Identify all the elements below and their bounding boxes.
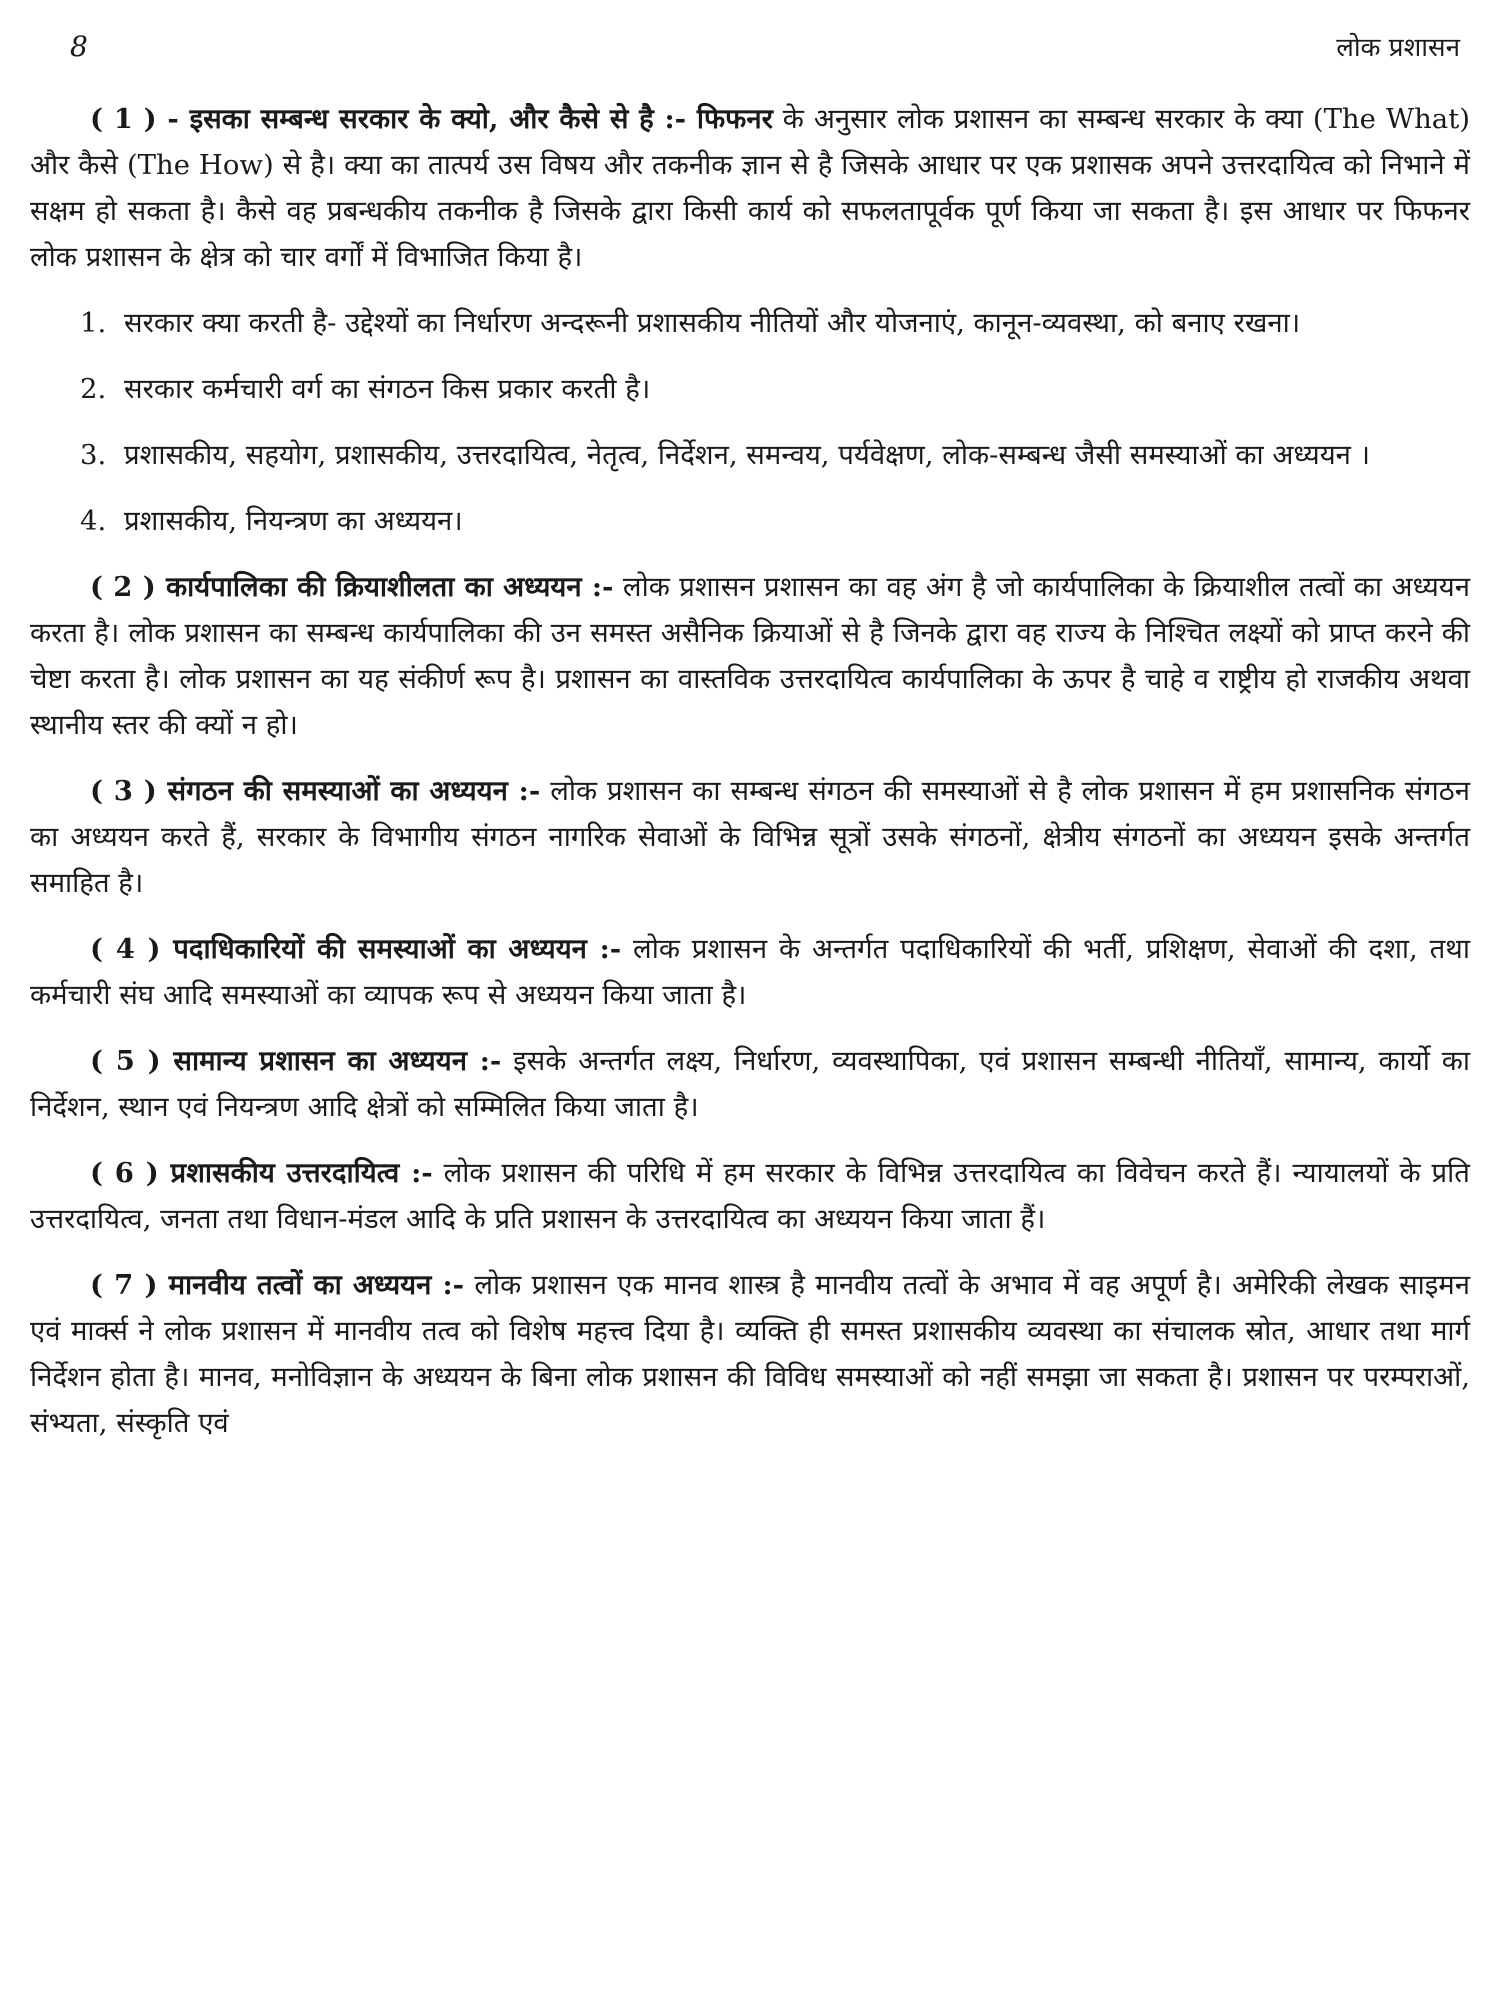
list-item-text: प्रशासकीय, सहयोग, प्रशासकीय, उत्तरदायित्व, नेतृत्व, निर्देशन, समन्वय, पर्यवेक्षण, लोक-सम्बन्ध जैसी समस्याओं का अध्ययन । — [124, 439, 1371, 471]
list-item-number: 2. — [80, 373, 107, 405]
paragraph-6 — [30, 1150, 1470, 1242]
paragraph-2-heading: ( 2 ) कार्यपालिका की क्रियाशीलता का अध्ययन :- — [90, 571, 614, 603]
list-item — [30, 498, 1470, 544]
page-number: 8 — [70, 30, 88, 63]
list-item-number: 4. — [80, 505, 107, 537]
list-item-number: 3. — [80, 439, 107, 471]
paragraph-4 — [30, 926, 1470, 1018]
paragraph-1 — [30, 96, 1470, 280]
paragraph-1-heading: ( 1 ) - इसका सम्बन्ध सरकार के क्यो, और कैसे से है :- फिफनर — [90, 103, 773, 135]
numbered-list — [30, 300, 1470, 544]
list-item — [30, 366, 1470, 412]
list-item-text: प्रशासकीय, नियन्त्रण का अध्ययन। — [124, 505, 463, 537]
list-item — [30, 432, 1470, 478]
list-item-number: 1. — [80, 307, 107, 339]
paragraph-5-heading: ( 5 ) सामान्य प्रशासन का अध्ययन :- — [90, 1045, 502, 1077]
list-item-text: सरकार कर्मचारी वर्ग का संगठन किस प्रकार करती है। — [124, 373, 651, 405]
paragraph-6-body: लोक प्रशासन की परिधि में हम सरकार के विभिन्न उत्तरदायित्व का विवेचन करते हैं। न्यायालयों के प्रति उत्तरदायित्व, जनता तथा विधान-मंडल आदि के प्रति प्रशासन के उत्तरदायित्व का अध्ययन किया जाता हैं। — [30, 1157, 1470, 1235]
list-item — [30, 300, 1470, 346]
running-title: लोक प्रशासन — [1336, 33, 1460, 63]
paragraph-5-body: इसके अन्तर्गत लक्ष्य, निर्धारण, व्यवस्थापिका, एवं प्रशासन सम्बन्धी नीतियाँ, सामान्य, कार्यो का निर्देशन, स्थान एवं नियन्त्रण आदि क्षेत्रों को सम्मिलित किया जाता है। — [30, 1045, 1470, 1123]
paragraph-2 — [30, 564, 1470, 748]
paragraph-5 — [30, 1038, 1470, 1130]
paragraph-6-heading: ( 6 ) प्रशासकीय उत्तरदायित्व :- — [90, 1157, 433, 1189]
paragraph-3 — [30, 768, 1470, 906]
paragraph-4-heading: ( 4 ) पदाधिकारियों की समस्याओं का अध्ययन :- — [90, 933, 622, 965]
paragraph-4-body: लोक प्रशासन के अन्तर्गत पदाधिकारियों की भर्ती, प्रशिक्षण, सेवाओं की दशा, तथा कर्मचारी संघ आदि समस्याओं का व्यापक रूप से अध्ययन किया जाता है। — [30, 933, 1470, 1011]
paragraph-3-heading: ( 3 ) संगठन की समस्याओं का अध्ययन :- — [90, 775, 541, 807]
paragraph-2-body: लोक प्रशासन प्रशासन का वह अंग है जो कार्यपालिका के क्रियाशील तत्वों का अध्ययन करता है। लोक प्रशासन का सम्बन्ध कार्यपालिका की उन समस्त असैनिक क्रियाओं से है जिनके द्वारा वह राज्य के निश्चित लक्ष्यों को प्राप्त करने की चेष्टा करता है। लोक प्रशासन का यह संकीर्ण रूप है। प्रशासन का वास्तविक उत्तरदायित्व कार्यपालिका के ऊपर है चाहे व राष्ट्रीय हो राजकीय अथवा स्थानीय स्तर की क्यों न हो। — [30, 571, 1470, 741]
page-header — [30, 28, 1470, 76]
paragraph-7 — [30, 1262, 1470, 1446]
paragraph-7-heading: ( 7 ) मानवीय तत्वों का अध्ययन :- — [90, 1269, 465, 1301]
paragraph-1-body: के अनुसार लोक प्रशासन का सम्बन्ध सरकार के क्या (The What) और कैसे (The How) से है। क्या का तात्पर्य उस विषय और तकनीक ज्ञान से है जिसके आधार पर एक प्रशासक अपने उत्तरदायित्व को निभाने में सक्षम हो सकता है। कैसे वह प्रबन्धकीय तकनीक है जिसके द्वारा किसी कार्य को सफलतापूर्वक पूर्ण किया जा सकता है। इस आधार पर फिफनर लोक प्रशासन के क्षेत्र को चार वर्गों में विभाजित किया है। — [30, 103, 1470, 273]
paragraph-3-body: लोक प्रशासन का सम्बन्ध संगठन की समस्याओं से है लोक प्रशासन में हम प्रशासनिक संगठन का अध्ययन करते हैं, सरकार के विभागीय संगठन नागरिक सेवाओं के विभिन्न सूत्रों उसके संगठनों, क्षेत्रीय संगठनों का अध्ययन इसके अन्तर्गत समाहित है। — [30, 775, 1470, 899]
paragraph-7-body: लोक प्रशासन एक मानव शास्त्र है मानवीय तत्वों के अभाव में वह अपूर्ण है। अमेरिकी लेखक साइमन एवं मार्क्स ने लोक प्रशासन में मानवीय तत्व को विशेष महत्त्व दिया है। व्यक्ति ही समस्त प्रशासकीय व्यवस्था का संचालक स्रोत, आधार तथा मार्ग निर्देशन होता है। मानव, मनोविज्ञान के अध्ययन के बिना लोक प्रशासन की विविध समस्याओं को नहीं समझा जा सकता है। प्रशासन पर परम्पराओं, संभ्यता, संस्कृति एवं — [30, 1269, 1470, 1439]
list-item-text: सरकार क्या करती है- उद्देश्यों का निर्धारण अन्दरूनी प्रशासकीय नीतियों और योजनाएं, कानून-व्यवस्था, को बनाए रखना। — [124, 307, 1301, 339]
